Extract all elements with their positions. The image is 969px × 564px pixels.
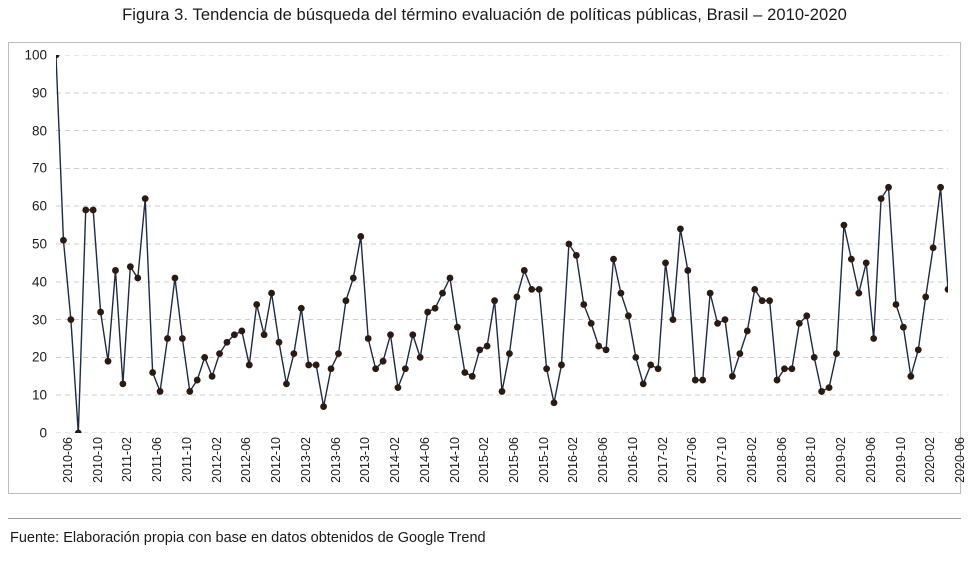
x-tick-label: 2015-10 — [536, 437, 551, 483]
data-point — [655, 365, 662, 372]
data-point — [848, 256, 855, 263]
data-point — [469, 373, 476, 380]
data-point — [499, 388, 506, 395]
x-tick-label: 2012-02 — [209, 437, 224, 483]
data-point — [439, 290, 446, 297]
data-point — [491, 297, 498, 304]
data-point — [194, 377, 201, 384]
data-point — [164, 335, 171, 342]
data-point — [268, 290, 275, 297]
data-point — [186, 388, 193, 395]
chart-plot-frame — [8, 42, 967, 494]
x-tick-label: 2015-02 — [477, 437, 492, 483]
data-point — [536, 286, 543, 293]
data-point — [736, 350, 743, 357]
x-tick-label: 2017-06 — [685, 437, 700, 483]
data-point — [937, 184, 944, 191]
data-point — [603, 346, 610, 353]
data-point — [172, 275, 179, 282]
figure-source: Fuente: Elaboración propia con base en datos obtenidos de Google Trend — [10, 530, 486, 546]
data-point — [885, 184, 892, 191]
data-point — [566, 241, 573, 248]
chart-plot-area — [56, 55, 948, 433]
data-point — [313, 362, 320, 369]
data-point — [335, 350, 342, 357]
data-point — [56, 55, 59, 58]
x-tick-label: 2019-06 — [863, 437, 878, 483]
data-point — [759, 297, 766, 304]
data-point — [699, 377, 706, 384]
data-point — [692, 377, 699, 384]
data-point — [97, 309, 104, 316]
data-point — [216, 350, 223, 357]
data-point — [662, 260, 669, 267]
data-point — [707, 290, 714, 297]
data-point — [640, 380, 647, 387]
data-point — [826, 384, 833, 391]
y-tick-label: 60 — [31, 198, 47, 214]
x-tick-label: 2015-06 — [507, 437, 521, 483]
data-point — [781, 365, 788, 372]
data-point — [484, 343, 491, 350]
data-point — [766, 297, 773, 304]
data-point — [528, 286, 535, 293]
data-point — [290, 350, 297, 357]
data-point — [632, 354, 639, 361]
data-point — [818, 388, 825, 395]
data-point — [120, 380, 127, 387]
data-point — [224, 339, 231, 346]
y-tick-label: 50 — [31, 236, 47, 252]
data-point — [209, 373, 216, 380]
x-tick-label: 2014-06 — [417, 437, 432, 483]
x-tick-label: 2018-10 — [804, 437, 819, 483]
data-point — [387, 331, 394, 338]
x-tick-label: 2016-06 — [596, 437, 611, 483]
data-point — [417, 354, 424, 361]
data-point — [855, 290, 862, 297]
x-tick-label: 2018-02 — [744, 437, 759, 483]
x-tick-label: 2013-06 — [328, 437, 343, 483]
data-point — [298, 305, 305, 312]
data-point — [357, 233, 364, 240]
data-point — [751, 286, 758, 293]
data-point — [893, 301, 900, 308]
data-point — [409, 331, 416, 338]
data-point — [647, 362, 654, 369]
data-point — [75, 430, 82, 433]
data-point — [157, 388, 164, 395]
data-point — [677, 225, 684, 232]
y-tick-label: 10 — [31, 387, 47, 403]
data-point — [684, 267, 691, 274]
data-point — [127, 263, 134, 270]
y-axis — [9, 43, 53, 493]
data-point — [365, 335, 372, 342]
x-tick-label: 2013-10 — [358, 437, 373, 483]
source-divider — [8, 518, 961, 519]
data-point — [506, 350, 513, 357]
data-point — [238, 328, 245, 335]
data-point — [328, 365, 335, 372]
data-point — [930, 244, 937, 251]
data-point — [796, 320, 803, 327]
data-point — [253, 301, 260, 308]
data-point — [573, 252, 580, 259]
data-point — [580, 301, 587, 308]
y-tick-label: 70 — [31, 160, 47, 176]
data-point — [558, 362, 565, 369]
x-tick-label: 2012-06 — [239, 437, 254, 483]
data-point — [610, 256, 617, 263]
x-tick-label: 2016-02 — [566, 437, 581, 483]
data-point — [744, 328, 751, 335]
data-point — [476, 346, 483, 353]
data-point — [803, 312, 810, 319]
x-tick-label: 2014-02 — [388, 437, 403, 483]
x-tick-label: 2016-10 — [625, 437, 640, 483]
data-point — [179, 335, 186, 342]
x-tick-label: 2011-10 — [179, 437, 194, 482]
data-point — [900, 324, 907, 331]
data-point — [722, 316, 729, 323]
x-tick-label: 2013-02 — [298, 437, 313, 483]
x-tick-label: 2011-06 — [150, 437, 165, 482]
data-point — [60, 237, 67, 244]
data-point — [521, 267, 528, 274]
data-point — [729, 373, 736, 380]
data-point — [595, 343, 602, 350]
y-tick-label: 80 — [31, 123, 47, 139]
data-point — [922, 294, 929, 301]
gridlines — [56, 55, 948, 433]
data-point — [105, 358, 112, 365]
x-tick-label: 2018-06 — [774, 437, 789, 483]
data-point — [625, 312, 632, 319]
data-point — [461, 369, 468, 376]
x-tick-label: 2014-10 — [447, 437, 462, 483]
data-point — [863, 260, 870, 267]
data-point — [231, 331, 238, 338]
y-tick-label: 30 — [31, 312, 47, 328]
data-point — [112, 267, 119, 274]
data-point — [90, 207, 97, 214]
x-tick-label: 2017-02 — [655, 437, 670, 483]
data-point — [618, 290, 625, 297]
data-point — [513, 294, 520, 301]
y-tick-label: 40 — [31, 274, 47, 290]
data-point — [276, 339, 283, 346]
data-point — [320, 403, 327, 410]
x-tick-label: 2019-02 — [834, 437, 849, 483]
data-point — [142, 195, 149, 202]
figure-title: Figura 3. Tendencia de búsqueda del término evaluación de políticas públicas, Brasil – 2010-2020 — [122, 6, 847, 24]
data-point — [261, 331, 268, 338]
data-point — [714, 320, 721, 327]
data-point — [149, 369, 156, 376]
data-point — [380, 358, 387, 365]
data-point — [878, 195, 885, 202]
x-tick-label: 2020-06 — [953, 437, 967, 483]
data-point — [551, 399, 558, 406]
data-point — [283, 380, 290, 387]
y-tick-label: 90 — [31, 85, 47, 101]
x-tick-label: 2019-10 — [893, 437, 908, 483]
data-point — [870, 335, 877, 342]
data-point — [82, 207, 89, 214]
data-point — [833, 350, 840, 357]
data-point — [67, 316, 74, 323]
data-point — [841, 222, 848, 229]
x-tick-label: 2017-10 — [715, 437, 730, 483]
data-point — [134, 275, 141, 282]
data-point — [305, 362, 312, 369]
data-point — [402, 365, 409, 372]
x-tick-label: 2011-02 — [120, 437, 135, 482]
x-tick-label: 2012-10 — [269, 437, 284, 483]
x-tick-label: 2010-06 — [61, 437, 75, 483]
data-point — [432, 305, 439, 312]
data-point — [246, 362, 253, 369]
x-tick-label: 2020-02 — [923, 437, 938, 483]
data-point — [350, 275, 357, 282]
data-point — [915, 346, 922, 353]
y-tick-label: 20 — [31, 349, 47, 365]
data-point — [395, 384, 402, 391]
line-chart-svg — [56, 55, 948, 433]
data-point — [811, 354, 818, 361]
data-point — [588, 320, 595, 327]
data-point — [945, 286, 948, 293]
data-point — [372, 365, 379, 372]
x-axis — [9, 435, 967, 493]
data-point — [789, 365, 796, 372]
data-point — [543, 365, 550, 372]
y-tick-label: 0 — [39, 425, 47, 441]
data-point — [670, 316, 677, 323]
y-tick-label: 100 — [24, 47, 47, 63]
data-point — [774, 377, 781, 384]
x-tick-label: 2010-10 — [90, 437, 105, 483]
data-point — [424, 309, 431, 316]
data-point — [201, 354, 208, 361]
data-point — [447, 275, 454, 282]
data-point — [454, 324, 461, 331]
data-point — [907, 373, 914, 380]
data-point — [343, 297, 350, 304]
